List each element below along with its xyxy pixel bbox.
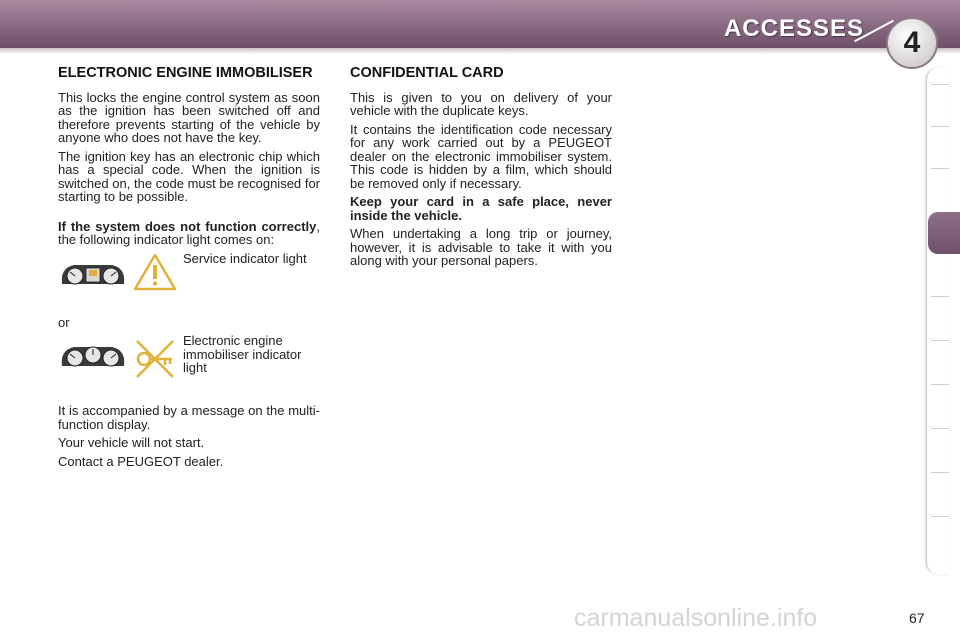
instrument-cluster-icon [58, 260, 128, 288]
immobiliser-lamp-row [58, 334, 320, 404]
malfunction-rest: , the following indicator light comes on: [58, 218, 320, 247]
tab-divider [931, 428, 949, 429]
chapter-title: ACCESSES [723, 15, 864, 42]
tab-divider [931, 472, 949, 473]
tab-divider [931, 516, 949, 517]
tab-divider [931, 296, 949, 297]
tab-divider [931, 168, 949, 169]
confidential-card-column [350, 66, 612, 273]
or-separator: or [58, 314, 70, 330]
header-shadow [0, 48, 960, 54]
tab-divider [931, 384, 949, 385]
safe-place-warning: Keep your card in a safe place, never inside the vehicle. [350, 194, 612, 223]
ignition-key-paragraph: The ignition key has an electronic chip which has a special code. When the ignition is switched on, the code must be recognised for starting to be possible. [58, 148, 320, 204]
warning-triangle-icon [132, 252, 178, 292]
immobiliser-intro: This locks the engine control system as soon as the ignition has been switched off and therefore prevents starting of the vehicle by anyone who does not have the key. [58, 89, 320, 145]
long-trip-paragraph: When undertaking a long trip or journey, however, it is advisable to take it with you along with your personal papers. [350, 226, 612, 268]
watermark: carmanualsonline.info [574, 604, 818, 632]
chapter-tab-active[interactable] [928, 212, 960, 254]
message-paragraph: It is accompanied by a message on the multi-function display. [58, 403, 320, 432]
delivery-paragraph: This is given to you on delivery of your vehicle with the duplicate keys. [350, 89, 612, 118]
page-number: 67 [909, 610, 925, 626]
immobiliser-column [58, 66, 320, 473]
confidential-card-heading: CONFIDENTIAL CARD [350, 65, 504, 81]
contact-dealer-paragraph: Contact a PEUGEOT dealer. [58, 453, 224, 469]
malfunction-bold: If the system does not function correctly [58, 218, 317, 234]
chapter-number-badge: 4 [886, 17, 938, 69]
instrument-cluster-icon [58, 342, 128, 370]
tab-divider [931, 340, 949, 341]
tab-divider [931, 126, 949, 127]
tab-divider [931, 84, 949, 85]
service-lamp-row [58, 252, 320, 316]
immobiliser-lamp-label: Electronic engine immobiliser indicator light [183, 333, 302, 375]
no-start-paragraph: Your vehicle will not start. [58, 435, 205, 450]
crossed-key-icon [132, 336, 178, 382]
identification-code-paragraph: It contains the identification code necessary for any work carried out by a PEUGEOT dealer on the electronic immobiliser system. This code is hidden by a film, which should be removed only if necessary. [350, 121, 612, 191]
service-lamp-label: Service indicator light [183, 250, 307, 266]
malfunction-paragraph [58, 220, 320, 247]
immobiliser-heading: ELECTRONIC ENGINE IMMOBILISER [58, 65, 313, 81]
chapter-tab-strip [926, 68, 949, 574]
